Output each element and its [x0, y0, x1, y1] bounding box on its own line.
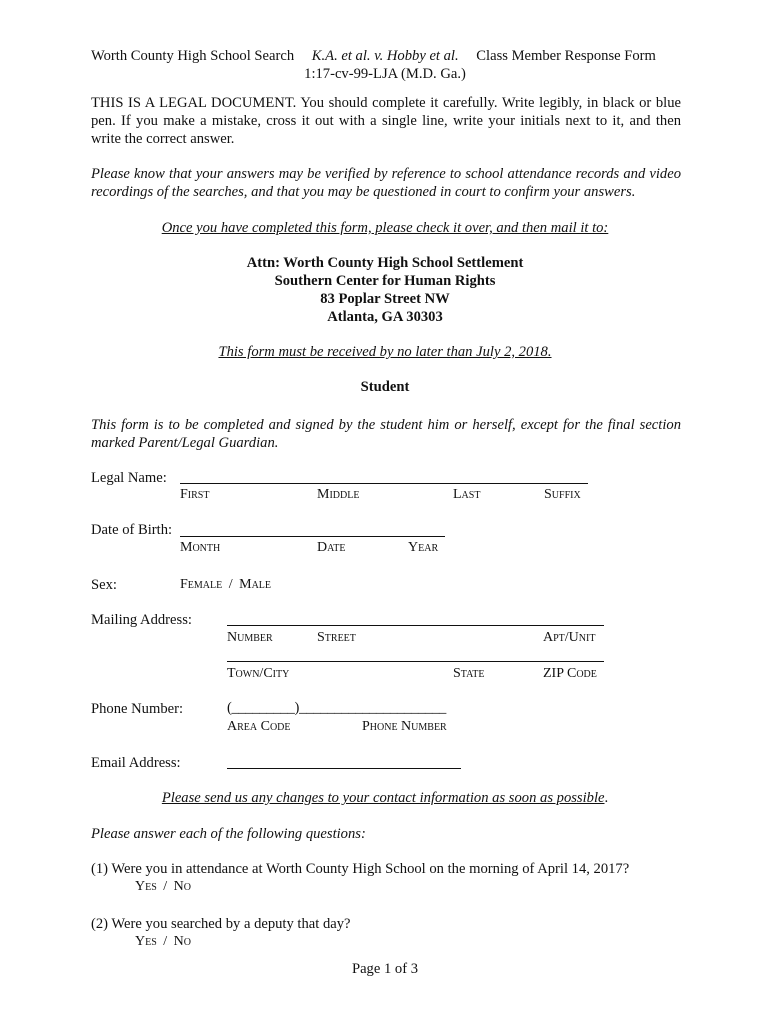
header-left: Worth County High School Search [91, 48, 295, 64]
section-title: Student [360, 379, 410, 395]
dob-field[interactable] [180, 536, 445, 537]
question-2-options [135, 934, 191, 950]
header-right: Class Member Response Form [476, 48, 656, 64]
suffix-caption: Suffix [544, 487, 581, 502]
question-1-separator: / [163, 879, 168, 894]
address-line-4: Atlanta, GA 30303 [327, 309, 443, 325]
legal-name-field[interactable] [180, 483, 588, 484]
mailing-city-field[interactable] [227, 661, 604, 662]
header-docket: 1:17-cv-99-LJA (M.D. Ga.) [304, 66, 466, 82]
mailing-street-field[interactable] [227, 625, 604, 626]
sex-separator: / [228, 577, 233, 592]
question-1-options [135, 879, 191, 895]
address-line-1: Attn: Worth County High School Settlement [246, 255, 524, 271]
zip-caption: ZIP Code [543, 666, 597, 681]
questions-intro: Please answer each of the following questions: [91, 826, 366, 842]
sex-female-option[interactable]: Female [180, 577, 223, 592]
last-name-caption: Last [453, 487, 481, 502]
mailing-address-label: Mailing Address: [91, 612, 192, 628]
address-line-3: 83 Poplar Street NW [320, 291, 450, 307]
dob-month-caption: Month [180, 540, 221, 555]
legal-notice: THIS IS A LEGAL DOCUMENT. You should complete it carefully. Write legibly, in black or blue pen. If you make a mistake, cross it out with a single line, write your initials next to it, and then write the correct answer. [91, 95, 681, 147]
first-name-caption: First [180, 487, 210, 502]
dob-date-caption: Date [317, 540, 346, 555]
dob-label: Date of Birth: [91, 522, 173, 538]
question-2-separator: / [163, 934, 168, 949]
state-caption: State [453, 666, 485, 681]
area-code-caption: Area Code [227, 719, 291, 734]
question-1-yes[interactable]: Yes [135, 879, 157, 894]
deadline: This form must be received by no later than July 2, 2018. [218, 344, 552, 360]
email-field[interactable] [227, 768, 461, 769]
sex-label: Sex: [91, 577, 117, 593]
question-2-yes[interactable]: Yes [135, 934, 157, 949]
phone-label: Phone Number: [91, 701, 184, 717]
street-caption: Street [317, 630, 356, 645]
contact-changes-note [0, 790, 770, 807]
question-2-text: (2) Were you searched by a deputy that day? [91, 916, 351, 932]
question-2-no[interactable]: No [173, 934, 192, 949]
header-line [91, 48, 656, 65]
phone-number-caption: Phone Number [362, 719, 447, 734]
contact-changes-text: Please send us any changes to your contact information as soon as possible [161, 790, 605, 806]
question-1-no[interactable]: No [173, 879, 192, 894]
dob-year-caption: Year [408, 540, 439, 555]
address-line-2: Southern Center for Human Rights [274, 273, 496, 289]
middle-name-caption: Middle [317, 487, 360, 502]
sex-options [180, 577, 271, 593]
sex-male-option[interactable]: Male [239, 577, 272, 592]
page-number: Page 1 of 3 [351, 961, 419, 977]
legal-name-label: Legal Name: [91, 470, 167, 486]
section-instruction: This form is to be completed and signed by the student him or herself, except for the final section marked Parent/Legal Guardian. [91, 417, 681, 451]
phone-field[interactable]: (_________)_____________________ [227, 700, 447, 716]
header-case: K.A. et al. v. Hobby et al. [311, 48, 459, 64]
mail-instruction: Once you have completed this form, please check it over, and then mail it to: [161, 220, 609, 236]
verification-notice: Please know that your answers may be verified by reference to school attendance records and video recordings of the searches, and that you may be questioned in court to confirm your answers. [91, 166, 681, 200]
question-1-text: (1) Were you in attendance at Worth County High School on the morning of April 14, 2017? [91, 861, 630, 877]
number-caption: Number [227, 630, 273, 645]
apt-caption: Apt/Unit [543, 630, 596, 645]
email-label: Email Address: [91, 755, 181, 771]
contact-changes-period: . [604, 790, 609, 806]
town-caption: Town/City [227, 666, 290, 681]
